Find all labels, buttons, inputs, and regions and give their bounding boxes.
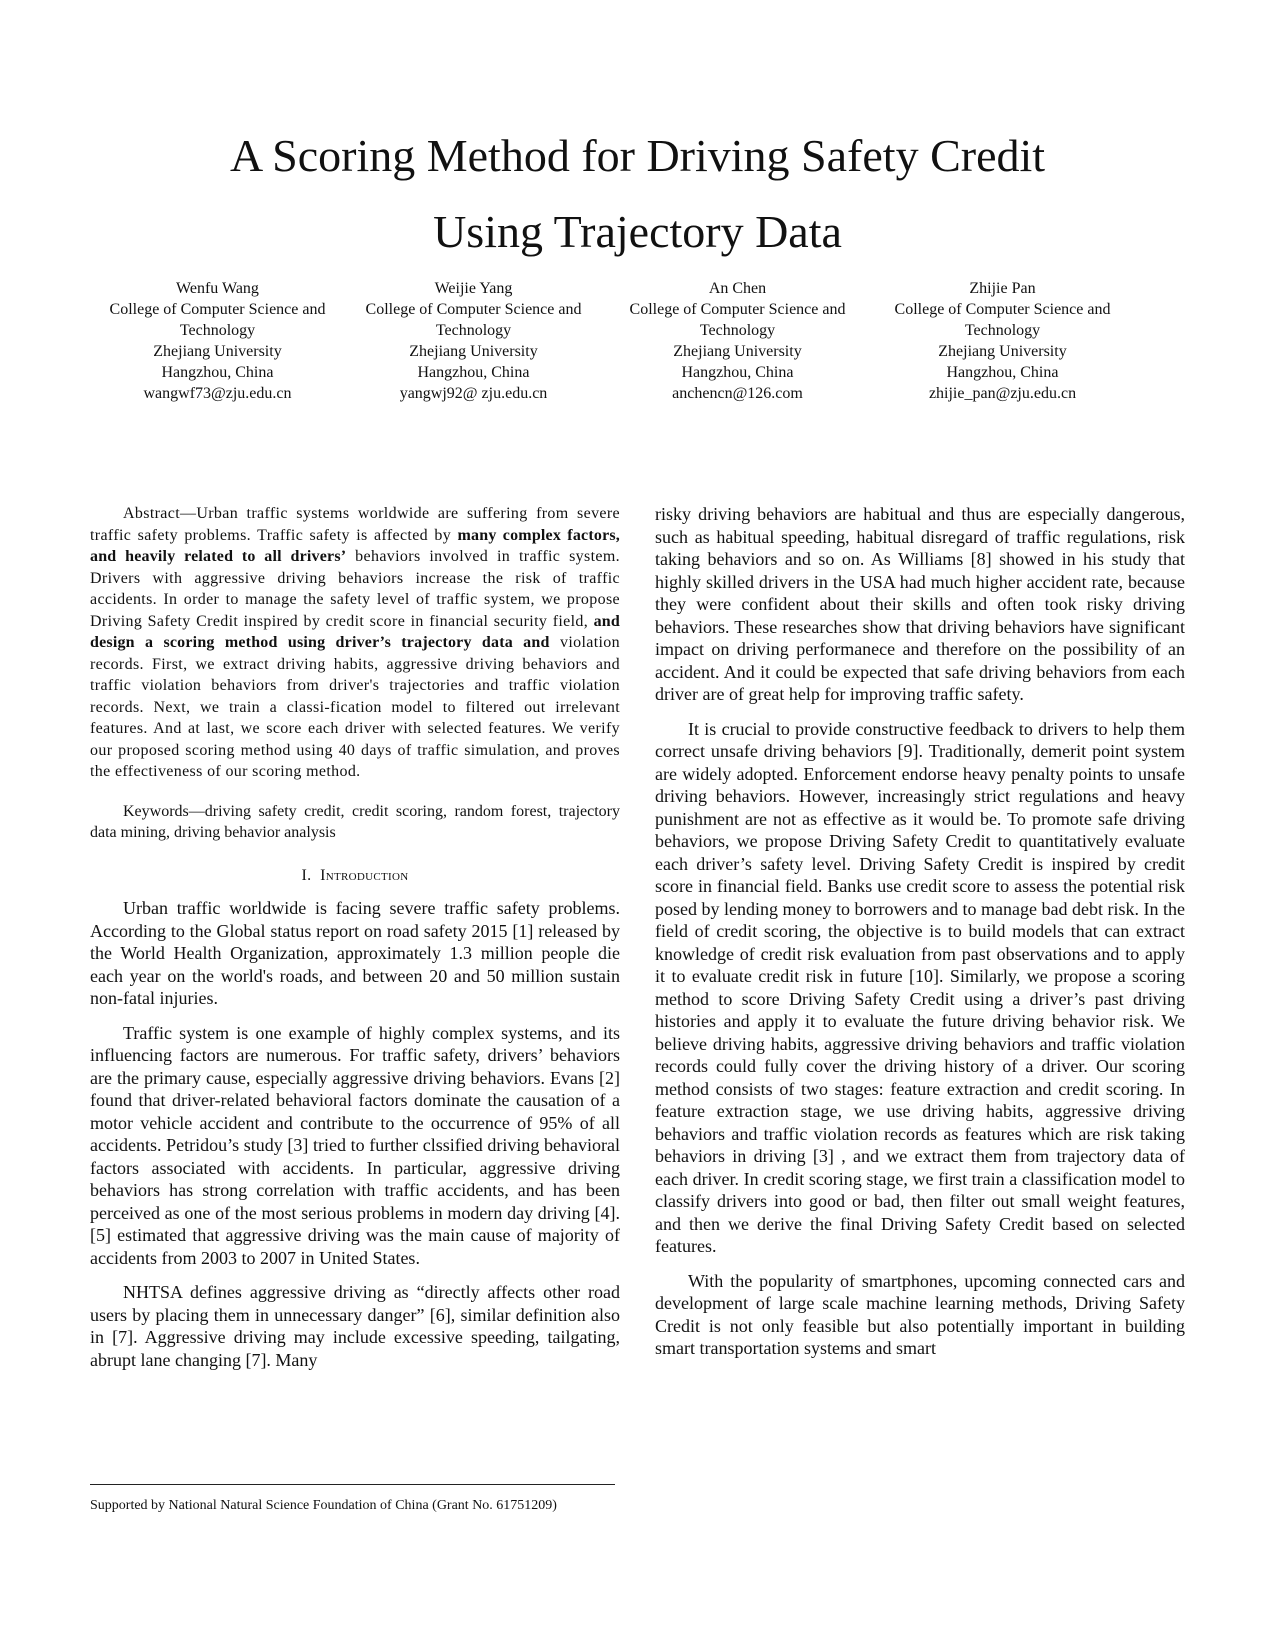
author-university: Zhejiang University [153,343,282,360]
author-2 [346,278,601,404]
right-column [655,503,1185,1372]
author-affiliation: Technology [435,322,512,339]
author-4 [875,278,1130,404]
author-3 [610,278,865,404]
author-name: Zhijie Pan [969,280,1036,297]
author-1 [90,278,345,404]
author-email: wangwf73@zju.edu.cn [143,385,292,402]
author-city: Hangzhou, China [161,364,274,381]
title-line-2: Using Trajectory Data [433,206,842,257]
body-paragraph: Urban traffic worldwide is facing severe traffic safety problems. According to the Global status report on road safety 2015 [1] released by the World Health Organization, approximately 1.3 million people die each year on the world's roads, and between 20 and 50 million sustain non-fatal injuries. [90,898,620,1008]
body-paragraph: NHTSA defines aggressive driving as “directly affects other road users by placing them in unnecessary danger” [6], similar definition also in [7]. Aggressive driving may include excessive speeding, tailgating, abrupt lane changing [7]. Many [90,1282,620,1370]
author-email: zhijie_pan@zju.edu.cn [928,385,1077,402]
author-university: Zhejiang University [673,343,802,360]
body-paragraph: It is crucial to provide constructive feedback to drivers to help them correct unsafe driving behaviors [9]. Traditionally, demerit point system are widely adopted. Enforcement endorse heavy penalty points to unsafe driving behaviors. However, increasingly strict regulations and heavy punishment are not as effective as it would be. To promote safe driving behaviors, we propose Driving Safety Credit to quantitatively evaluate each driver’s safety level. Driving Safety Credit is inspired by credit score in financial field. Banks use credit score to assess the potential risk posed by lending money to borrowers and to manage bad debt risk. In the field of credit scoring, the objective is to build models that can extract knowledge of credit risk evaluation from past observations and to apply it to evaluate credit risk in future [10]. Similarly, we propose a scoring method to score Driving Safety Credit using a driver’s past driving histories and apply it to evaluate the future driving behavior risk. We believe driving habits, aggressive driving behaviors and traffic violation records could fully cover the driving history of a driver. Our scoring method consists of two stages: feature extraction and credit scoring. In feature extraction stage, we use driving habits, aggressive driving behaviors and traffic violation records as features which are risk taking behaviors in driving [3] , and we extract them from trajectory data of each driver. In credit scoring stage, we first train a classification model to classify drivers into good or bad, then filter out small weight features, and then we derive the final Driving Safety Credit based on selected features. [655,718,1185,1256]
author-affiliation: Technology [699,322,776,339]
author-university: Zhejiang University [938,343,1067,360]
author-city: Hangzhou, China [946,364,1059,381]
author-name: Weijie Yang [434,280,513,297]
title-line-1: A Scoring Method for Driving Safety Credit [229,130,1046,181]
author-affiliation: Technology [179,322,256,339]
body-paragraph: With the popularity of smartphones, upcoming connected cars and development of large scale machine learning methods, Driving Safety Credit is not only feasible but also potentially important in building smart transportation systems and smart [655,1270,1185,1358]
footnote: Supported by National Natural Science Foundation of China (Grant No. 61751209) [90,1498,557,1513]
author-block [90,278,1190,408]
author-name: Wenfu Wang [176,280,259,297]
author-city: Hangzhou, China [681,364,794,381]
abstract-bold: many complex factors, and heavily related to all drivers’ [90,526,620,565]
abstract-text: violation records. First, we extract driving habits, aggressive driving behaviors and traffic violation behaviors from driver's trajectories and traffic violation records. Next, we train a classi-fication model to filtered out irrelevant features. And at last, we score each driver with selected features. We verify our proposed scoring method using 40 days of traffic simulation, and proves the effectiveness of our scoring method. [90,634,620,780]
section-heading [90,865,620,888]
author-affiliation: College of Computer Science and [629,301,846,318]
paper-title [0,118,1275,270]
author-affiliation: Technology [964,322,1041,339]
section-title: Introduction [320,866,409,884]
abstract-bold: and design a scoring method using driver’s trajectory data and [90,612,620,651]
author-email: yangwj92@ zju.edu.cn [399,385,548,402]
author-city: Hangzhou, China [417,364,530,381]
left-column [90,503,620,1383]
author-email: anchencn@126.com [672,385,803,402]
author-university: Zhejiang University [409,343,538,360]
abstract-text: behaviors involved in traffic system. Drivers with aggressive driving behaviors increase the risk of traffic accidents. In order to manage the safety level of traffic system, we propose Driving Safety Credit inspired by credit score in financial security field, [90,548,620,630]
body-paragraph: risky driving behaviors are habitual and thus are especially dangerous, such as habitual speeding, habitual disregard of traffic regulations, risk taking behaviors and so on. As Williams [8] showed in his study that highly skilled drivers in the USA had much higher accident rate, because they were confident about their skills and often took risky driving behaviors. These researches show that driving behaviors have significant impact on driving performanece and therefore on the possibility of an accident. And it could be expected that safe driving behaviors from each driver are of great help for improving traffic safety. [655,504,1185,704]
abstract [90,503,620,783]
author-affiliation: College of Computer Science and [365,301,582,318]
section-number: I. [301,866,312,884]
author-affiliation: College of Computer Science and [894,301,1111,318]
author-affiliation: College of Computer Science and [109,301,326,318]
body-paragraph: Traffic system is one example of highly complex systems, and its influencing factors are numerous. For traffic safety, drivers’ behaviors are the primary cause, especially aggressive driving behaviors. Evans [2] found that driver-related behavioral factors dominate the causation of a motor vehicle accident and contribute to the occurrence of 95% of all accidents. Petridou’s study [3] tried to further clssified driving behavioral factors associated with accidents. In particular, aggressive driving behaviors has strong correlation with traffic accidents, and has been perceived as one of the most serious problems in modern day driving [4]. [5] estimated that aggressive driving was the main cause of majority of accidents from 2003 to 2007 in United States. [90,1022,620,1268]
author-name: An Chen [708,280,767,297]
abstract-text: Abstract—Urban traffic systems worldwide are suffering from severe traffic safety problems. Traffic safety is affected by [90,505,620,544]
footnote-rule [90,1484,615,1485]
keywords: Keywords—driving safety credit, credit scoring, random forest, trajectory data mining, driving behavior analysis [90,802,620,841]
